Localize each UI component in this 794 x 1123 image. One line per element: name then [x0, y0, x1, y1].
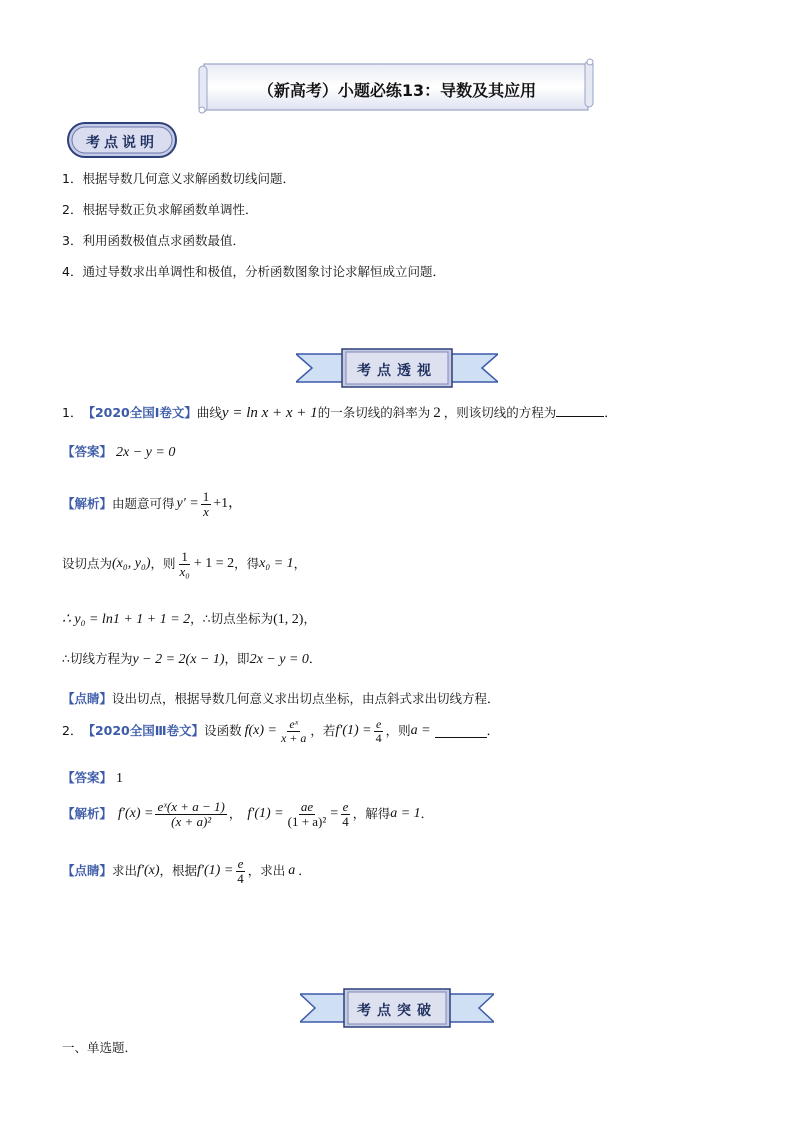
- line-2-equation: + 1 = 2: [193, 556, 235, 572]
- problem-1-analysis: [62, 490, 242, 518]
- derivative-at-1-fraction: [286, 800, 329, 828]
- problem-2-source: 【2020全国Ⅲ卷文】: [82, 722, 205, 738]
- fraction-numerator: e: [342, 799, 349, 814]
- comment-derivative: f′(x): [137, 863, 160, 879]
- point-3: 3．利用函数极值点求函数最值．: [62, 233, 245, 248]
- fraction-numerator: 1: [181, 549, 188, 564]
- ribbon-breakthrough-label: 考点突破: [357, 1003, 437, 1019]
- tangent-point: (x₀, y₀): [112, 556, 151, 572]
- derivative-tail: +1，: [213, 496, 243, 512]
- equals-sign: =: [330, 806, 339, 822]
- line-2-end: ，: [293, 555, 307, 571]
- variable-a: a =: [410, 723, 431, 739]
- problem-2-number: 2．: [62, 722, 83, 738]
- problem-1-function: y = ln x + x + 1: [221, 405, 318, 421]
- problem-1-answer: [62, 446, 175, 460]
- line-3-equation: ∴ y₀ = ln1 + 1 + 1 = 2: [62, 612, 191, 627]
- solve-text: ，解得: [352, 805, 391, 821]
- fraction-denominator: 4: [342, 813, 349, 829]
- problem-1-source: 【2020全国Ⅰ卷文】: [82, 405, 197, 420]
- e-over-4-fraction: [340, 800, 351, 828]
- comment-fraction: [235, 857, 246, 885]
- ribbon-breakthrough: [300, 988, 494, 1028]
- line-2-fraction: [178, 550, 192, 578]
- answer-blank: [556, 404, 604, 417]
- line-3-mid: ，∴切点坐标为: [190, 611, 274, 626]
- comment-mid: ，根据: [159, 862, 198, 878]
- function-fraction: [279, 718, 308, 744]
- answer-value: 1: [116, 771, 124, 786]
- line-2-result: x₀ = 1: [259, 556, 294, 572]
- analysis-text: 由题意可得: [112, 495, 175, 511]
- fraction-numerator: ae: [300, 799, 314, 814]
- fraction-numerator: eˣ(x + a − 1): [157, 799, 225, 814]
- problem-2-stem-pre: 设函数: [204, 722, 242, 738]
- fraction-numerator: e: [375, 717, 382, 731]
- problem-2-comment: [62, 857, 311, 885]
- comment-condition: f′(1) =: [197, 863, 234, 879]
- line-3-point: (1, 2): [273, 612, 304, 627]
- line-4-end: ．: [308, 651, 322, 666]
- problem-2-answer: [62, 772, 123, 786]
- derivative-at-1: f′(1) =: [247, 806, 284, 822]
- line-2-post: ，得: [234, 555, 260, 571]
- problem-2-analysis: [62, 800, 433, 828]
- point-2: 2．根据导数正负求解函数单调性．: [62, 202, 258, 217]
- problem-1-period: ．: [604, 405, 617, 420]
- condition-lhs: f′(1) =: [335, 723, 372, 739]
- badge-explain-label: 考点说明: [86, 135, 158, 151]
- comment-text: 设出切点，根据导数几何意义求出切点坐标，由点斜式求出切线方程．: [112, 691, 500, 706]
- fraction-denominator: (x + a)²: [171, 813, 212, 829]
- answer-label: 【答案】: [62, 444, 113, 459]
- problem-1-stem: [62, 404, 617, 421]
- problem-1-stem-mid: 的一条切线的斜率为: [317, 405, 431, 420]
- point-4: 4．通过导数求出单调性和极值，分析函数图象讨论求解恒成立问题．: [62, 264, 445, 279]
- comment-label: 【点睛】: [62, 691, 113, 706]
- problem-2-stem: [62, 718, 499, 744]
- problem-1-stem-pre: 曲线: [196, 405, 222, 420]
- answer-label: 【答案】: [62, 770, 113, 785]
- line-3-end: ，: [303, 611, 316, 626]
- comment-label: 【点睛】: [62, 862, 113, 878]
- solve-result: a = 1: [390, 806, 421, 822]
- line-4-pre: ∴切线方程为: [62, 651, 133, 666]
- comma: ，: [228, 805, 242, 821]
- fraction-denominator: (1 + a)²: [287, 813, 327, 829]
- line-2-pre: 设切点为: [62, 555, 113, 571]
- fraction-denominator: x: [203, 503, 209, 519]
- title-banner: [196, 58, 598, 114]
- condition-fraction: [374, 718, 384, 744]
- line-4-mid: ，即: [224, 651, 250, 666]
- problem-1-line-3: [62, 613, 316, 627]
- ribbon-insight-label: 考点透视: [357, 363, 437, 379]
- point-1: 1．根据导数几何意义求解函数切线问题．: [62, 171, 295, 186]
- fraction-denominator: x₀: [179, 563, 190, 579]
- derivative-fraction: [201, 490, 212, 518]
- fraction-numerator: 1: [202, 489, 210, 504]
- answer-blank: [435, 725, 487, 738]
- analysis-label: 【解析】: [62, 495, 113, 511]
- comment-end: ．: [298, 862, 311, 878]
- problem-1-number: 1．: [62, 405, 83, 420]
- comment-post: ，求出: [247, 862, 286, 878]
- fraction-denominator: 4: [237, 870, 244, 886]
- derivative-fraction: [155, 800, 226, 828]
- solve-end: ．: [420, 805, 434, 821]
- section-single-choice: 一、单选题．: [62, 1040, 138, 1055]
- problem-1-slope: 2: [433, 405, 441, 421]
- problem-1-comment: [62, 693, 500, 706]
- function-lhs: f(x) =: [244, 723, 277, 739]
- line-2-mid: ，则: [150, 555, 176, 571]
- problem-1-stem-post: ，则该切线的方程为: [443, 405, 557, 420]
- fraction-numerator: eˣ: [289, 717, 299, 731]
- problem-2-stem-post: ，则: [385, 722, 411, 738]
- line-4-result: 2x − y = 0: [249, 652, 309, 667]
- problem-1-line-2: [62, 550, 306, 578]
- problem-1-line-4: [62, 653, 321, 667]
- ribbon-insight: [296, 348, 498, 388]
- derivative-lhs: f′(x) =: [118, 806, 154, 822]
- derivative-lhs: y′ =: [176, 496, 199, 512]
- badge-explain: [66, 121, 178, 159]
- line-4-equation: y − 2 = 2(x − 1): [132, 652, 225, 667]
- problem-2-stem-mid: ，若: [310, 722, 336, 738]
- fraction-denominator: x + a: [280, 730, 307, 745]
- page-title: （新高考）小题必练13：导数及其应用: [257, 81, 537, 100]
- fraction-denominator: 4: [375, 730, 382, 745]
- analysis-label: 【解析】: [62, 805, 113, 821]
- fraction-numerator: e: [237, 856, 244, 871]
- answer-value: 2x − y = 0: [116, 445, 176, 460]
- problem-2-period: ．: [486, 722, 500, 738]
- comment-variable: a: [288, 863, 296, 879]
- comment-pre: 求出: [112, 862, 138, 878]
